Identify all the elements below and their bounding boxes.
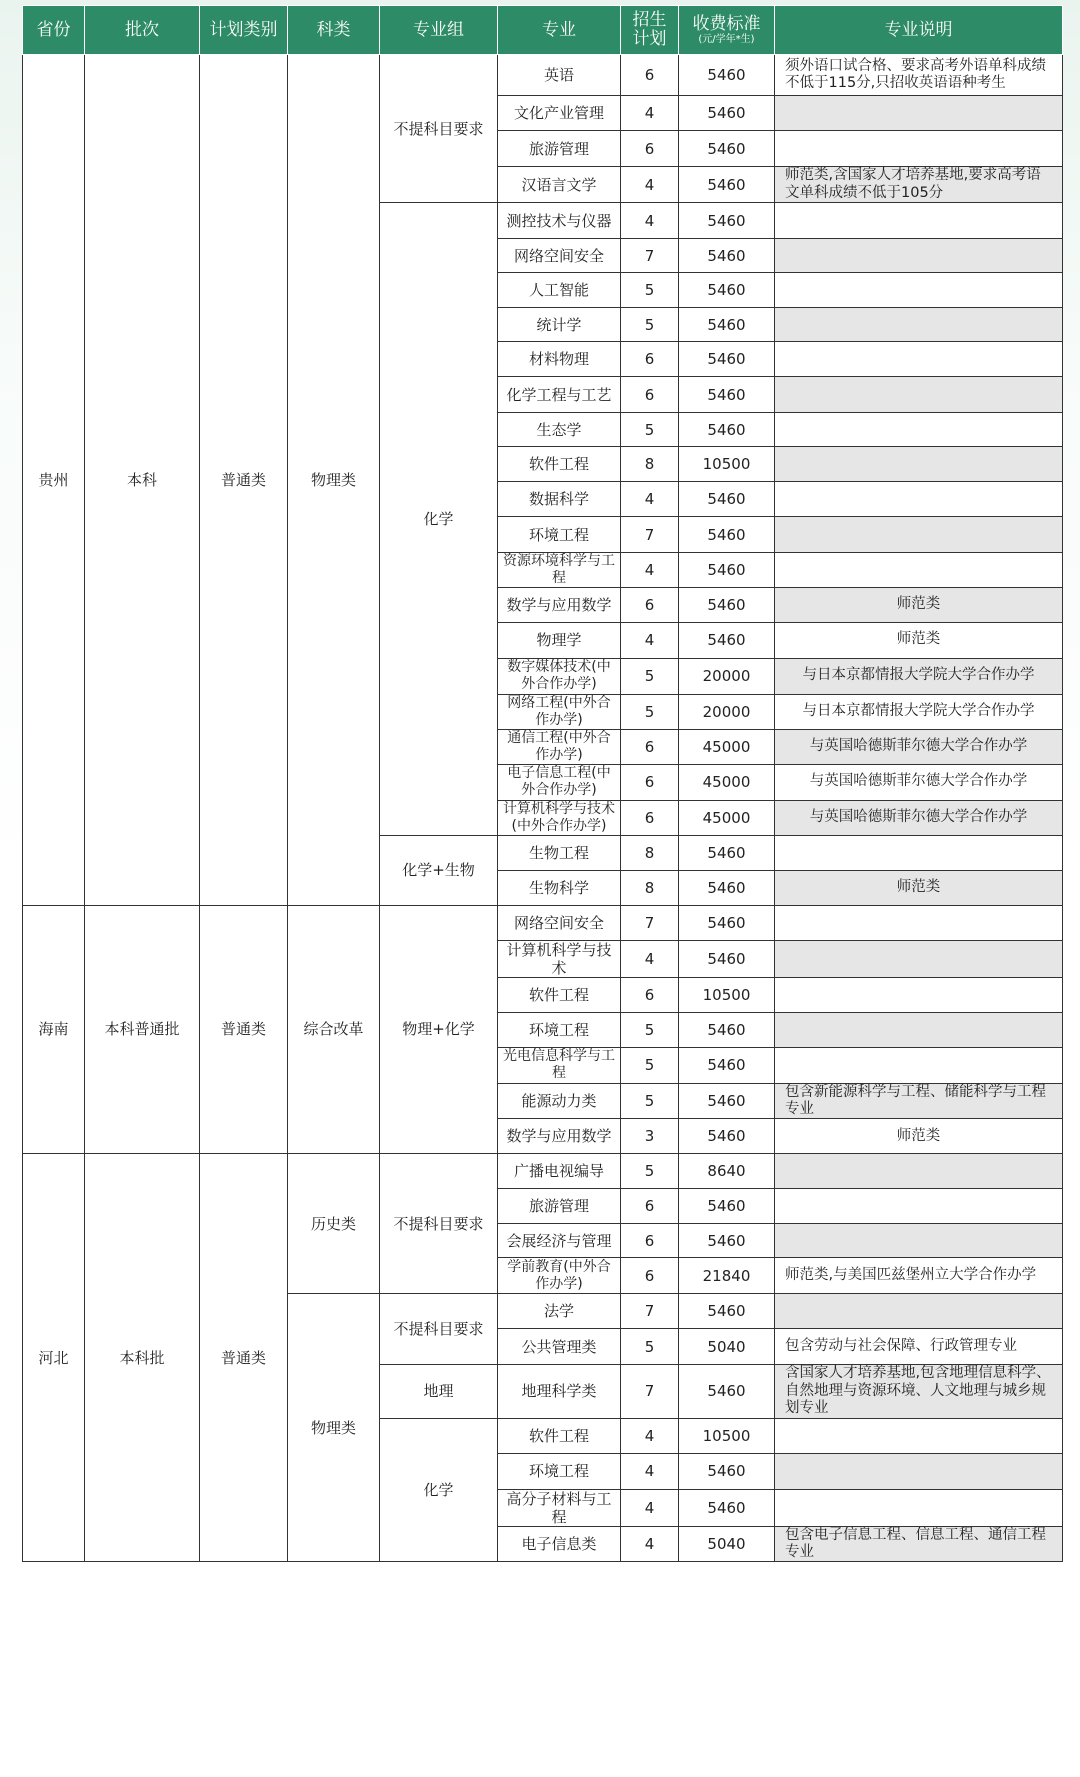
cell-fee: 5460 bbox=[679, 413, 775, 447]
header-enrollment bbox=[621, 6, 679, 55]
cell-enrollment: 5 bbox=[621, 1012, 679, 1047]
cell-description: 师范类,与美国匹兹堡州立大学合作办学 bbox=[775, 1258, 1063, 1294]
cell-enrollment: 4 bbox=[621, 482, 679, 517]
cell-fee: 45000 bbox=[679, 729, 775, 764]
cell-description bbox=[775, 553, 1063, 588]
cell-enrollment: 7 bbox=[621, 239, 679, 273]
cell-major-group: 不提科目要求 bbox=[380, 55, 498, 203]
cell-major: 环境工程 bbox=[498, 517, 621, 553]
cell-enrollment: 6 bbox=[621, 55, 679, 96]
cell-batch: 本科普通批 bbox=[85, 905, 200, 1154]
header-batch: 批次 bbox=[85, 6, 200, 55]
cell-fee: 5460 bbox=[679, 870, 775, 905]
cell-fee: 45000 bbox=[679, 764, 775, 800]
cell-major: 数学与应用数学 bbox=[498, 1119, 621, 1154]
cell-fee: 5460 bbox=[679, 482, 775, 517]
cell-major: 数字媒体技术(中外合作办学) bbox=[498, 658, 621, 694]
cell-fee: 10500 bbox=[679, 1418, 775, 1453]
cell-major: 生态学 bbox=[498, 413, 621, 447]
cell-description bbox=[775, 239, 1063, 273]
cell-description bbox=[775, 1047, 1063, 1083]
cell-enrollment: 4 bbox=[621, 1453, 679, 1489]
cell-major: 学前教育(中外合作办学) bbox=[498, 1258, 621, 1294]
cell-enrollment: 4 bbox=[621, 553, 679, 588]
cell-major-group: 地理 bbox=[380, 1365, 498, 1418]
table-row bbox=[23, 1154, 1063, 1189]
cell-description bbox=[775, 342, 1063, 377]
cell-major: 文化产业管理 bbox=[498, 96, 621, 131]
cell-plan-type: 普通类 bbox=[200, 55, 288, 906]
cell-description bbox=[775, 1453, 1063, 1489]
cell-major: 人工智能 bbox=[498, 273, 621, 308]
cell-description bbox=[775, 1189, 1063, 1224]
cell-enrollment: 6 bbox=[621, 729, 679, 764]
cell-batch: 本科批 bbox=[85, 1154, 200, 1562]
cell-major-group: 不提科目要求 bbox=[380, 1294, 498, 1365]
cell-plan-type: 普通类 bbox=[200, 1154, 288, 1562]
cell-description: 与日本京都情报大学院大学合作办学 bbox=[775, 658, 1063, 694]
cell-fee: 5460 bbox=[679, 1083, 775, 1119]
cell-fee: 5460 bbox=[679, 517, 775, 553]
cell-enrollment: 3 bbox=[621, 1119, 679, 1154]
cell-fee: 10500 bbox=[679, 977, 775, 1012]
cell-description bbox=[775, 1294, 1063, 1329]
cell-description bbox=[775, 131, 1063, 167]
header-fee bbox=[679, 6, 775, 55]
cell-enrollment: 6 bbox=[621, 800, 679, 835]
cell-major: 网络工程(中外合作办学) bbox=[498, 694, 621, 729]
cell-major-group: 化学+生物 bbox=[380, 835, 498, 905]
cell-description bbox=[775, 96, 1063, 131]
cell-fee: 20000 bbox=[679, 694, 775, 729]
cell-enrollment: 4 bbox=[621, 96, 679, 131]
cell-major: 环境工程 bbox=[498, 1453, 621, 1489]
cell-description: 与英国哈德斯菲尔德大学合作办学 bbox=[775, 764, 1063, 800]
cell-major: 统计学 bbox=[498, 308, 621, 342]
cell-major-group: 化学 bbox=[380, 1418, 498, 1562]
cell-description bbox=[775, 447, 1063, 482]
cell-fee: 5460 bbox=[679, 1047, 775, 1083]
cell-enrollment: 7 bbox=[621, 905, 679, 940]
cell-description bbox=[775, 1154, 1063, 1189]
cell-province: 贵州 bbox=[23, 55, 85, 906]
cell-enrollment: 5 bbox=[621, 1083, 679, 1119]
cell-fee: 5460 bbox=[679, 342, 775, 377]
cell-description bbox=[775, 905, 1063, 940]
cell-fee: 5460 bbox=[679, 239, 775, 273]
cell-major: 物理学 bbox=[498, 622, 621, 658]
cell-enrollment: 4 bbox=[621, 203, 679, 239]
cell-major: 测控技术与仪器 bbox=[498, 203, 621, 239]
cell-description bbox=[775, 1012, 1063, 1047]
cell-description: 与英国哈德斯菲尔德大学合作办学 bbox=[775, 800, 1063, 835]
cell-subject-type: 物理类 bbox=[288, 55, 380, 906]
cell-major-group: 不提科目要求 bbox=[380, 1154, 498, 1294]
cell-enrollment: 6 bbox=[621, 342, 679, 377]
cell-enrollment: 6 bbox=[621, 1258, 679, 1294]
cell-enrollment: 6 bbox=[621, 1189, 679, 1224]
cell-fee: 5460 bbox=[679, 587, 775, 622]
cell-description bbox=[775, 1489, 1063, 1526]
cell-description bbox=[775, 308, 1063, 342]
cell-major: 环境工程 bbox=[498, 1012, 621, 1047]
cell-major: 材料物理 bbox=[498, 342, 621, 377]
cell-subject-type: 历史类 bbox=[288, 1154, 380, 1294]
cell-enrollment: 7 bbox=[621, 517, 679, 553]
cell-enrollment: 6 bbox=[621, 377, 679, 413]
cell-enrollment: 4 bbox=[621, 167, 679, 203]
cell-major: 网络空间安全 bbox=[498, 905, 621, 940]
cell-description bbox=[775, 482, 1063, 517]
cell-fee: 5460 bbox=[679, 1189, 775, 1224]
cell-enrollment: 7 bbox=[621, 1294, 679, 1329]
cell-description bbox=[775, 273, 1063, 308]
cell-enrollment: 8 bbox=[621, 835, 679, 870]
cell-fee: 20000 bbox=[679, 658, 775, 694]
cell-description bbox=[775, 377, 1063, 413]
cell-description bbox=[775, 940, 1063, 977]
table-body bbox=[23, 55, 1063, 1562]
cell-fee: 5460 bbox=[679, 835, 775, 870]
cell-major: 资源环境科学与工程 bbox=[498, 553, 621, 588]
header-province: 省份 bbox=[23, 6, 85, 55]
cell-description: 含国家人才培养基地,包含地理信息科学、自然地理与资源环境、人文地理与城乡规划专业 bbox=[775, 1365, 1063, 1418]
cell-description: 师范类 bbox=[775, 1119, 1063, 1154]
cell-fee: 45000 bbox=[679, 800, 775, 835]
cell-description: 与日本京都情报大学院大学合作办学 bbox=[775, 694, 1063, 729]
cell-description: 包含电子信息工程、信息工程、通信工程专业 bbox=[775, 1526, 1063, 1562]
cell-enrollment: 6 bbox=[621, 977, 679, 1012]
cell-fee: 8640 bbox=[679, 1154, 775, 1189]
cell-major: 广播电视编导 bbox=[498, 1154, 621, 1189]
cell-fee: 5460 bbox=[679, 203, 775, 239]
cell-enrollment: 4 bbox=[621, 940, 679, 977]
enrollment-plan-table bbox=[22, 5, 1063, 1562]
header-fee-line1: 收费标准 bbox=[692, 14, 761, 35]
cell-fee: 5460 bbox=[679, 940, 775, 977]
cell-major: 法学 bbox=[498, 1294, 621, 1329]
cell-enrollment: 8 bbox=[621, 447, 679, 482]
cell-fee: 21840 bbox=[679, 1258, 775, 1294]
cell-enrollment: 5 bbox=[621, 1154, 679, 1189]
cell-major: 高分子材料与工程 bbox=[498, 1489, 621, 1526]
cell-major: 能源动力类 bbox=[498, 1083, 621, 1119]
cell-fee: 5460 bbox=[679, 553, 775, 588]
cell-enrollment: 5 bbox=[621, 273, 679, 308]
header-fee-line2: (元/学年*生) bbox=[698, 33, 755, 45]
cell-major: 网络空间安全 bbox=[498, 239, 621, 273]
cell-enrollment: 6 bbox=[621, 1224, 679, 1258]
table-row bbox=[23, 905, 1063, 940]
cell-description bbox=[775, 1418, 1063, 1453]
cell-fee: 5460 bbox=[679, 1453, 775, 1489]
cell-description: 师范类 bbox=[775, 587, 1063, 622]
cell-fee: 5460 bbox=[679, 1119, 775, 1154]
cell-subject-type: 综合改革 bbox=[288, 905, 380, 1154]
cell-description bbox=[775, 835, 1063, 870]
cell-fee: 5460 bbox=[679, 905, 775, 940]
cell-major: 数学与应用数学 bbox=[498, 587, 621, 622]
cell-fee: 5460 bbox=[679, 1365, 775, 1418]
header-enrollment-line1: 招生 bbox=[632, 10, 667, 31]
cell-major: 旅游管理 bbox=[498, 1189, 621, 1224]
cell-fee: 5460 bbox=[679, 1224, 775, 1258]
table-row bbox=[23, 55, 1063, 96]
cell-fee: 5460 bbox=[679, 377, 775, 413]
cell-major-group: 物理+化学 bbox=[380, 905, 498, 1154]
cell-enrollment: 5 bbox=[621, 1329, 679, 1365]
header-enrollment-line2: 计划 bbox=[632, 29, 667, 49]
cell-major: 地理科学类 bbox=[498, 1365, 621, 1418]
cell-fee: 5460 bbox=[679, 96, 775, 131]
cell-major: 生物工程 bbox=[498, 835, 621, 870]
cell-fee: 5460 bbox=[679, 1012, 775, 1047]
cell-enrollment: 5 bbox=[621, 658, 679, 694]
cell-enrollment: 6 bbox=[621, 764, 679, 800]
cell-fee: 5460 bbox=[679, 55, 775, 96]
cell-enrollment: 5 bbox=[621, 694, 679, 729]
cell-major: 软件工程 bbox=[498, 1418, 621, 1453]
cell-description: 包含新能源科学与工程、储能科学与工程专业 bbox=[775, 1083, 1063, 1119]
cell-enrollment: 8 bbox=[621, 870, 679, 905]
cell-major: 电子信息工程(中外合作办学) bbox=[498, 764, 621, 800]
cell-subject-type: 物理类 bbox=[288, 1294, 380, 1562]
cell-fee: 5460 bbox=[679, 273, 775, 308]
cell-batch: 本科 bbox=[85, 55, 200, 906]
cell-enrollment: 6 bbox=[621, 587, 679, 622]
cell-description bbox=[775, 517, 1063, 553]
cell-fee: 5460 bbox=[679, 622, 775, 658]
cell-fee: 5460 bbox=[679, 167, 775, 203]
cell-province: 河北 bbox=[23, 1154, 85, 1562]
header-major-group: 专业组 bbox=[380, 6, 498, 55]
cell-major: 汉语言文学 bbox=[498, 167, 621, 203]
cell-major: 通信工程(中外合作办学) bbox=[498, 729, 621, 764]
cell-enrollment: 4 bbox=[621, 1489, 679, 1526]
cell-province: 海南 bbox=[23, 905, 85, 1154]
cell-major: 化学工程与工艺 bbox=[498, 377, 621, 413]
cell-major: 会展经济与管理 bbox=[498, 1224, 621, 1258]
cell-major: 电子信息类 bbox=[498, 1526, 621, 1562]
cell-description: 须外语口试合格、要求高考外语单科成绩不低于115分,只招收英语语种考生 bbox=[775, 55, 1063, 96]
cell-fee: 5040 bbox=[679, 1329, 775, 1365]
cell-enrollment: 4 bbox=[621, 622, 679, 658]
cell-description: 师范类,含国家人才培养基地,要求高考语文单科成绩不低于105分 bbox=[775, 167, 1063, 203]
cell-fee: 5040 bbox=[679, 1526, 775, 1562]
cell-major: 生物科学 bbox=[498, 870, 621, 905]
header-row bbox=[23, 6, 1063, 55]
header-plan-type: 计划类别 bbox=[200, 6, 288, 55]
cell-description: 师范类 bbox=[775, 622, 1063, 658]
cell-enrollment: 5 bbox=[621, 308, 679, 342]
cell-description: 包含劳动与社会保障、行政管理专业 bbox=[775, 1329, 1063, 1365]
cell-fee: 5460 bbox=[679, 1294, 775, 1329]
cell-major: 光电信息科学与工程 bbox=[498, 1047, 621, 1083]
cell-major: 公共管理类 bbox=[498, 1329, 621, 1365]
cell-description: 与英国哈德斯菲尔德大学合作办学 bbox=[775, 729, 1063, 764]
header-major: 专业 bbox=[498, 6, 621, 55]
cell-major-group: 化学 bbox=[380, 203, 498, 836]
cell-enrollment: 4 bbox=[621, 1526, 679, 1562]
cell-major: 旅游管理 bbox=[498, 131, 621, 167]
cell-enrollment: 5 bbox=[621, 1047, 679, 1083]
cell-enrollment: 5 bbox=[621, 413, 679, 447]
cell-enrollment: 4 bbox=[621, 1418, 679, 1453]
cell-major: 计算机科学与技术 bbox=[498, 940, 621, 977]
cell-fee: 10500 bbox=[679, 447, 775, 482]
cell-fee: 5460 bbox=[679, 131, 775, 167]
cell-plan-type: 普通类 bbox=[200, 905, 288, 1154]
cell-major: 数据科学 bbox=[498, 482, 621, 517]
cell-enrollment: 6 bbox=[621, 131, 679, 167]
cell-description bbox=[775, 977, 1063, 1012]
cell-major: 计算机科学与技术(中外合作办学) bbox=[498, 800, 621, 835]
cell-description: 师范类 bbox=[775, 870, 1063, 905]
cell-fee: 5460 bbox=[679, 308, 775, 342]
cell-major: 软件工程 bbox=[498, 447, 621, 482]
cell-description bbox=[775, 413, 1063, 447]
cell-major: 软件工程 bbox=[498, 977, 621, 1012]
cell-description bbox=[775, 1224, 1063, 1258]
cell-fee: 5460 bbox=[679, 1489, 775, 1526]
cell-enrollment: 7 bbox=[621, 1365, 679, 1418]
cell-major: 英语 bbox=[498, 55, 621, 96]
header-description: 专业说明 bbox=[775, 6, 1063, 55]
cell-description bbox=[775, 203, 1063, 239]
header-subject-type: 科类 bbox=[288, 6, 380, 55]
